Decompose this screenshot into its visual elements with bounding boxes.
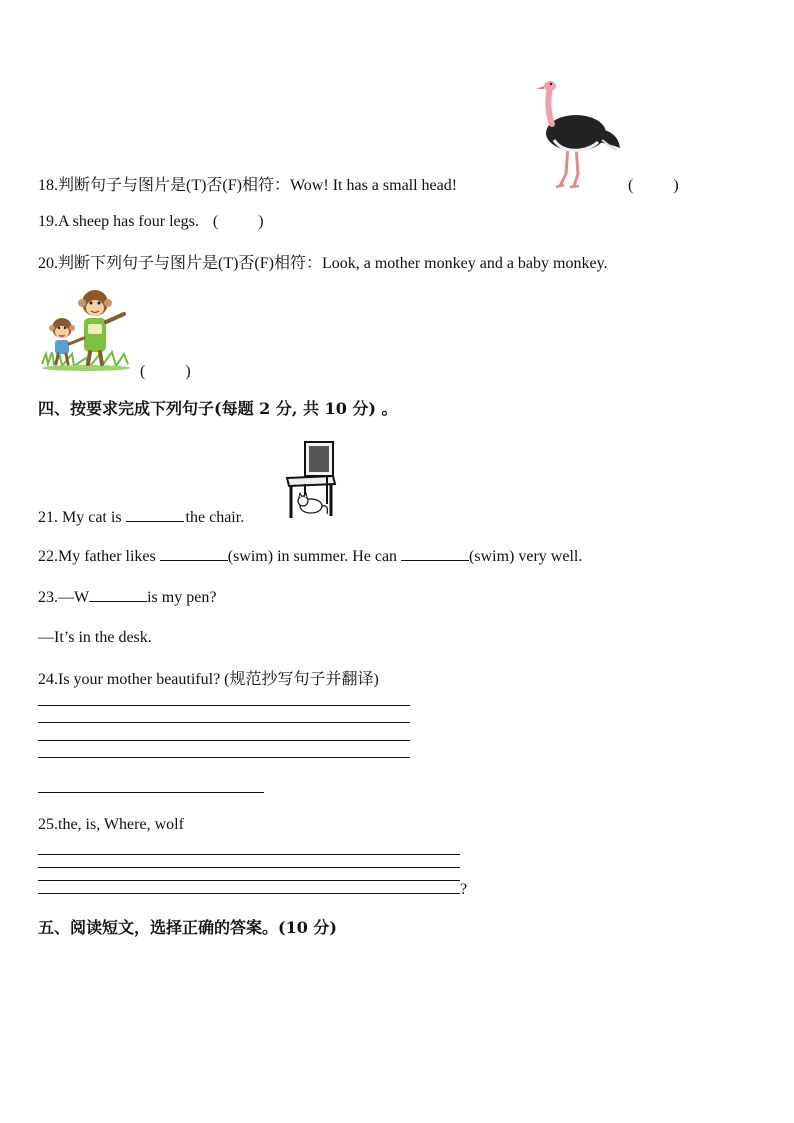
section-5-title: 五、阅读短文，选择正确的答案。(10 分) bbox=[38, 918, 337, 937]
question-21 bbox=[38, 507, 244, 528]
question-25-writing-line-1[interactable] bbox=[38, 854, 460, 855]
monkeys-illustration bbox=[38, 288, 134, 372]
question-23-suffix: is my pen? bbox=[147, 589, 217, 606]
question-24: 24.Is your mother beautiful? (规范抄写句子并翻译) bbox=[38, 671, 379, 688]
section-4-title: 四、按要求完成下列句子(每题 2 分, 共 10 分) 。 bbox=[38, 399, 398, 418]
question-23 bbox=[38, 587, 216, 608]
question-24-writing-line-3[interactable] bbox=[38, 740, 410, 741]
question-19-answer-box[interactable]: ( ) bbox=[212, 213, 264, 230]
question-19 bbox=[38, 212, 264, 232]
question-22-part2: (swim) in summer. He can bbox=[227, 548, 402, 565]
question-18-answer-box[interactable]: ( ) bbox=[628, 177, 679, 194]
question-21-after: the chair. bbox=[185, 509, 245, 526]
question-23-answer: —It’s in the desk. bbox=[38, 629, 152, 646]
question-22-blank-1[interactable] bbox=[160, 546, 228, 561]
question-20 bbox=[38, 254, 608, 274]
question-19-text: 19.A sheep has four legs. bbox=[38, 213, 199, 230]
chair-with-cat-illustration bbox=[283, 440, 339, 522]
question-24-writing-line-2[interactable] bbox=[38, 722, 410, 723]
question-25-writing-line-2[interactable] bbox=[38, 867, 460, 868]
question-23-prefix: 23.—W bbox=[38, 589, 90, 606]
question-22-blank-2[interactable] bbox=[401, 546, 469, 561]
question-25-writing-line-4[interactable] bbox=[38, 893, 460, 894]
question-25-writing-line-3[interactable] bbox=[38, 880, 460, 881]
question-22-part1: 22.My father likes bbox=[38, 548, 160, 565]
question-23-blank[interactable] bbox=[89, 587, 147, 602]
question-21-before: 21. My cat is bbox=[38, 509, 126, 526]
question-24-writing-line-4[interactable] bbox=[38, 757, 410, 758]
question-25: 25.the, is, Where, wolf bbox=[38, 816, 184, 833]
question-22-part3: (swim) very well. bbox=[469, 548, 583, 565]
question-18 bbox=[38, 176, 457, 196]
question-22 bbox=[38, 546, 582, 567]
question-18-text: 18.判断句子与图片是(T)否(F)相符：Wow! It has a small head! bbox=[38, 177, 458, 194]
question-20-text: 20.判断下列句子与图片是(T)否(F)相符：Look, a mother monkey and a baby monkey. bbox=[38, 255, 608, 272]
question-20-answer-box[interactable]: ( ) bbox=[140, 363, 191, 380]
question-24-writing-line-1[interactable] bbox=[38, 705, 410, 706]
ostrich-illustration bbox=[532, 78, 624, 193]
question-21-blank[interactable] bbox=[126, 507, 184, 522]
question-24-translation-line[interactable] bbox=[38, 792, 264, 793]
question-25-end-mark: ? bbox=[460, 881, 468, 898]
